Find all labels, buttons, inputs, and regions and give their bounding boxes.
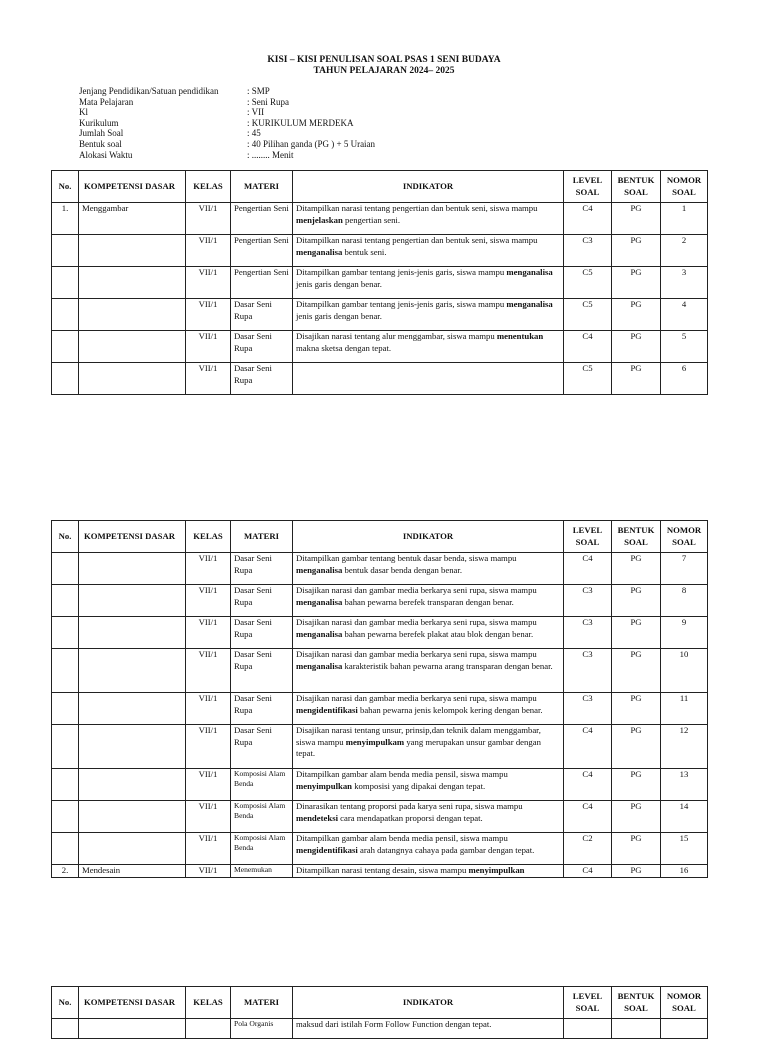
- cell-bentuk: PG: [612, 725, 661, 769]
- cell-indikator: [293, 331, 564, 363]
- cell-indikator: [293, 649, 564, 693]
- cell-no: [52, 833, 79, 865]
- cell-materi: Dasar Seni Rupa: [231, 693, 293, 725]
- cell-kompetensi: Menggambar: [79, 203, 186, 235]
- table-row: [52, 203, 708, 235]
- cell-nomor: 1: [661, 203, 708, 235]
- cell-indikator: [293, 833, 564, 865]
- cell-bentuk: PG: [612, 553, 661, 585]
- table-row: [52, 865, 708, 878]
- cell-nomor: 10: [661, 649, 708, 693]
- header-indikator: INDIKATOR: [293, 987, 564, 1019]
- header-bentuk: BENTUK SOAL: [612, 171, 661, 203]
- cell-bentuk: PG: [612, 203, 661, 235]
- cell-bentuk: PG: [612, 801, 661, 833]
- indikator-text: cara mendapatkan proporsi dengan tepat.: [338, 812, 483, 823]
- header-kd: KOMPETENSI DASAR: [79, 521, 186, 553]
- indikator-verb: menganalisa: [296, 660, 343, 671]
- cell-kelas: VII/1: [186, 725, 231, 769]
- indikator-text: Disajikan narasi dan gambar media berkarya seni rupa, siswa mampu: [296, 693, 537, 703]
- indikator-text: Ditampilkan gambar tentang jenis-jenis garis, siswa mampu: [296, 267, 507, 277]
- meta-label: Kl: [79, 107, 88, 118]
- cell-materi: Dasar Seni Rupa: [231, 725, 293, 769]
- cell-nomor: 14: [661, 801, 708, 833]
- cell-nomor: 5: [661, 331, 708, 363]
- indikator-text: bentuk seni.: [342, 246, 387, 257]
- cell-materi: Dasar Seni Rupa: [231, 649, 293, 693]
- meta-label: Jenjang Pendidikan/Satuan pendidikan: [79, 86, 219, 96]
- meta-value: : 40 Pilihan ganda (PG ) + 5 Uraian: [247, 138, 376, 149]
- indikator-verb: menganalisa: [296, 596, 343, 607]
- indikator-text: karakteristik bahan pewarna arang transparan dengan benar.: [342, 660, 553, 671]
- cell-kompetensi: [79, 617, 186, 649]
- cell-materi: Pengertian Seni: [231, 235, 293, 267]
- header-nomor: NOMOR SOAL: [661, 987, 708, 1019]
- cell-materi: Pengertian Seni: [231, 267, 293, 299]
- indikator-verb: menganalisa: [506, 299, 553, 309]
- indikator-verb: mengidentifikasi: [296, 844, 358, 855]
- indikator-text: Ditampilkan gambar tentang jenis-jenis garis, siswa mampu: [296, 299, 507, 309]
- cell-kelas: VII/1: [186, 363, 231, 395]
- cell-kompetensi: [79, 331, 186, 363]
- cell-kelas: VII/1: [186, 331, 231, 363]
- header-materi: MATERI: [231, 171, 293, 203]
- indikator-text: komposisi yang dipakai dengan tepat.: [352, 780, 486, 791]
- cell-nomor: [661, 1019, 708, 1039]
- meta-value: : ........ Menit: [247, 149, 294, 160]
- indikator-text: Disajikan narasi tentang unsur, prinsip,dan teknik dalam menggambar, siswa mampu: [296, 725, 541, 747]
- cell-no: [52, 1019, 79, 1039]
- indikator-verb: menganalisa: [296, 628, 343, 639]
- meta-label: Mata Pelajaran: [79, 96, 134, 107]
- indikator-text: Dinarasikan tentang proporsi pada karya seni rupa, siswa mampu: [296, 801, 523, 811]
- header-level: LEVEL SOAL: [564, 521, 612, 553]
- cell-materi: Dasar Seni Rupa: [231, 617, 293, 649]
- header-no: No.: [52, 987, 79, 1019]
- meta-label: Bentuk soal: [79, 138, 122, 149]
- cell-kompetensi: [79, 801, 186, 833]
- meta-value: : SMP: [247, 86, 270, 96]
- table-row: [52, 363, 708, 395]
- indikator-verb: mengidentifikasi: [296, 704, 358, 715]
- table-row: [52, 693, 708, 725]
- cell-indikator: [293, 203, 564, 235]
- indikator-text: bentuk dasar benda dengan benar.: [342, 564, 462, 575]
- header-bentuk: BENTUK SOAL: [612, 521, 661, 553]
- meta-row: [79, 97, 375, 108]
- meta-row: [79, 86, 375, 97]
- table-row: [52, 769, 708, 801]
- header-no: No.: [52, 171, 79, 203]
- cell-kompetensi: [79, 649, 186, 693]
- header-level: LEVEL SOAL: [564, 987, 612, 1019]
- cell-kelas: VII/1: [186, 769, 231, 801]
- cell-kompetensi: [79, 769, 186, 801]
- cell-indikator: [293, 585, 564, 617]
- cell-kompetensi: [79, 725, 186, 769]
- cell-kelas: [186, 1019, 231, 1039]
- cell-no: [52, 363, 79, 395]
- cell-kelas: VII/1: [186, 865, 231, 878]
- indikator-text: Ditampilkan narasi tentang pengertian dan bentuk seni, siswa mampu: [296, 235, 538, 245]
- indikator-verb: menganalisa: [506, 267, 553, 277]
- cell-kompetensi: [79, 553, 186, 585]
- cell-nomor: 2: [661, 235, 708, 267]
- cell-no: [52, 553, 79, 585]
- cell-materi: Dasar Seni Rupa: [231, 363, 293, 395]
- cell-level: C3: [564, 649, 612, 693]
- cell-kelas: VII/1: [186, 267, 231, 299]
- cell-indikator: [293, 363, 564, 395]
- table-row: [52, 617, 708, 649]
- cell-bentuk: [612, 1019, 661, 1039]
- cell-materi: Komposisi Alam Benda: [231, 833, 293, 865]
- indikator-text: bahan pewarna jenis kelompok kering dengan benar.: [357, 704, 543, 715]
- cell-level: C4: [564, 553, 612, 585]
- cell-no: [52, 617, 79, 649]
- indikator-text: yang merupakan unsur gambar dengan tepat.: [296, 736, 541, 759]
- table-row: [52, 725, 708, 769]
- cell-no: 1.: [52, 203, 79, 235]
- header-kelas: KELAS: [186, 171, 231, 203]
- cell-indikator: [293, 617, 564, 649]
- cell-nomor: 6: [661, 363, 708, 395]
- title-line-1: KISI – KISI PENULISAN SOAL PSAS 1 SENI BUDAYA: [267, 55, 501, 65]
- cell-materi: Pengertian Seni: [231, 203, 293, 235]
- cell-kompetensi: [79, 1019, 186, 1039]
- kisi-table-3: [51, 986, 708, 1039]
- table-row: [52, 585, 708, 617]
- indikator-text: Disajikan narasi dan gambar media berkarya seni rupa, siswa mampu: [296, 649, 537, 659]
- indikator-text: Ditampilkan gambar alam benda media pensil, siswa mampu: [296, 833, 508, 843]
- header-kelas: KELAS: [186, 521, 231, 553]
- document-title: [0, 55, 768, 77]
- meta-row: [79, 128, 375, 139]
- cell-no: [52, 331, 79, 363]
- header-level: LEVEL SOAL: [564, 171, 612, 203]
- header-row: [52, 171, 708, 203]
- cell-no: [52, 693, 79, 725]
- indikator-text: Ditampilkan narasi tentang desain, siswa mampu: [296, 865, 469, 875]
- header-indikator: INDIKATOR: [293, 521, 564, 553]
- cell-level: C3: [564, 585, 612, 617]
- cell-kelas: VII/1: [186, 693, 231, 725]
- cell-indikator: [293, 299, 564, 331]
- cell-bentuk: PG: [612, 267, 661, 299]
- indikator-text: Disajikan narasi dan gambar media berkarya seni rupa, siswa mampu: [296, 585, 537, 595]
- cell-level: [564, 1019, 612, 1039]
- table-row: [52, 553, 708, 585]
- cell-no: [52, 235, 79, 267]
- cell-level: C3: [564, 235, 612, 267]
- cell-nomor: 15: [661, 833, 708, 865]
- table-row: [52, 649, 708, 693]
- table-row: [52, 833, 708, 865]
- indikator-text: bahan pewarna berefek plakat atau blok dengan benar.: [342, 628, 534, 639]
- kisi-table-2: [51, 520, 708, 878]
- cell-indikator: [293, 553, 564, 585]
- indikator-text: jenis garis dengan benar.: [296, 278, 382, 289]
- cell-kompetensi: [79, 299, 186, 331]
- table-row: [52, 267, 708, 299]
- cell-no: [52, 649, 79, 693]
- cell-nomor: 3: [661, 267, 708, 299]
- cell-level: C2: [564, 833, 612, 865]
- cell-kompetensi: [79, 585, 186, 617]
- cell-materi: Dasar Seni Rupa: [231, 299, 293, 331]
- cell-bentuk: PG: [612, 649, 661, 693]
- cell-materi: Pola Organis: [231, 1019, 293, 1039]
- header-indikator: INDIKATOR: [293, 171, 564, 203]
- cell-no: [52, 769, 79, 801]
- cell-no: [52, 299, 79, 331]
- indikator-text: arah datangnya cahaya pada gambar dengan tepat.: [357, 844, 535, 855]
- cell-kelas: VII/1: [186, 801, 231, 833]
- document-meta: [79, 86, 375, 160]
- header-materi: MATERI: [231, 521, 293, 553]
- header-nomor: NOMOR SOAL: [661, 171, 708, 203]
- header-row: [52, 521, 708, 553]
- cell-no: 2.: [52, 865, 79, 878]
- cell-kompetensi: [79, 267, 186, 299]
- header-kd: KOMPETENSI DASAR: [79, 171, 186, 203]
- cell-materi: Menemukan: [231, 865, 293, 878]
- cell-level: C5: [564, 363, 612, 395]
- cell-kelas: VII/1: [186, 235, 231, 267]
- table-row: [52, 801, 708, 833]
- cell-indikator: [293, 725, 564, 769]
- cell-level: C4: [564, 331, 612, 363]
- cell-indikator: [293, 235, 564, 267]
- header-kd: KOMPETENSI DASAR: [79, 987, 186, 1019]
- cell-kompetensi: [79, 693, 186, 725]
- indikator-text: maksud dari istilah Form Follow Function dengan tepat.: [296, 1019, 492, 1029]
- indikator-text: Disajikan narasi dan gambar media berkarya seni rupa, siswa mampu: [296, 617, 537, 627]
- cell-nomor: 16: [661, 865, 708, 878]
- cell-level: C3: [564, 617, 612, 649]
- header-nomor: NOMOR SOAL: [661, 521, 708, 553]
- cell-indikator: [293, 769, 564, 801]
- cell-materi: Komposisi Alam Benda: [231, 801, 293, 833]
- cell-materi: Dasar Seni Rupa: [231, 331, 293, 363]
- indikator-text: jenis garis dengan benar.: [296, 310, 382, 321]
- cell-nomor: 7: [661, 553, 708, 585]
- header-row: [52, 987, 708, 1019]
- cell-level: C4: [564, 865, 612, 878]
- cell-level: C4: [564, 203, 612, 235]
- cell-materi: Komposisi Alam Benda: [231, 769, 293, 801]
- cell-nomor: 11: [661, 693, 708, 725]
- cell-kompetensi: [79, 235, 186, 267]
- cell-nomor: 9: [661, 617, 708, 649]
- indikator-text: pengertian seni.: [342, 214, 401, 225]
- cell-indikator: [293, 267, 564, 299]
- cell-kompetensi: [79, 833, 186, 865]
- cell-level: C4: [564, 769, 612, 801]
- cell-no: [52, 725, 79, 769]
- meta-value: : VII: [247, 107, 265, 118]
- cell-level: C5: [564, 299, 612, 331]
- cell-bentuk: PG: [612, 299, 661, 331]
- indikator-text: bahan pewarna berefek transparan dengan benar.: [342, 596, 514, 607]
- cell-nomor: 12: [661, 725, 708, 769]
- cell-kelas: VII/1: [186, 203, 231, 235]
- cell-materi: Dasar Seni Rupa: [231, 553, 293, 585]
- cell-no: [52, 267, 79, 299]
- indikator-text: Ditampilkan gambar alam benda media pensil, siswa mampu: [296, 769, 508, 779]
- meta-row: [79, 150, 375, 161]
- cell-bentuk: PG: [612, 693, 661, 725]
- meta-row: [79, 139, 375, 150]
- indikator-verb: menentukan: [496, 331, 544, 341]
- table-row: [52, 299, 708, 331]
- cell-kelas: VII/1: [186, 617, 231, 649]
- indikator-verb: mendeteksi: [296, 812, 338, 823]
- meta-row: [79, 107, 375, 118]
- header-materi: MATERI: [231, 987, 293, 1019]
- header-bentuk: BENTUK SOAL: [612, 987, 661, 1019]
- cell-kompetensi: [79, 363, 186, 395]
- meta-row: [79, 118, 375, 129]
- meta-label: Kurikulum: [79, 117, 119, 128]
- indikator-text: Disajikan narasi tentang alur menggambar, siswa mampu: [296, 331, 497, 341]
- cell-bentuk: PG: [612, 833, 661, 865]
- table-row: [52, 331, 708, 363]
- header-no: No.: [52, 521, 79, 553]
- indikator-verb: menjelaskan: [296, 214, 343, 225]
- cell-nomor: 13: [661, 769, 708, 801]
- indikator-text: makna sketsa dengan tepat.: [296, 342, 392, 353]
- cell-no: [52, 585, 79, 617]
- cell-nomor: 4: [661, 299, 708, 331]
- cell-level: C3: [564, 693, 612, 725]
- cell-bentuk: PG: [612, 769, 661, 801]
- cell-bentuk: PG: [612, 331, 661, 363]
- indikator-verb: menganalisa: [296, 246, 343, 257]
- cell-bentuk: PG: [612, 585, 661, 617]
- cell-kompetensi: Mendesain: [79, 865, 186, 878]
- meta-label: Alokasi Waktu: [79, 149, 133, 160]
- title-line-2: TAHUN PELAJARAN 2024– 2025: [313, 66, 455, 76]
- cell-nomor: 8: [661, 585, 708, 617]
- meta-value: : Seni Rupa: [247, 96, 289, 107]
- meta-value: : 45: [247, 128, 261, 139]
- indikator-verb: menganalisa: [296, 564, 343, 575]
- cell-bentuk: PG: [612, 617, 661, 649]
- cell-kelas: VII/1: [186, 553, 231, 585]
- cell-indikator: [293, 865, 564, 878]
- cell-bentuk: PG: [612, 865, 661, 878]
- meta-value: : KURIKULUM MERDEKA: [247, 117, 354, 128]
- cell-indikator: [293, 801, 564, 833]
- meta-label: Jumlah Soal: [79, 128, 124, 139]
- indikator-text: Ditampilkan gambar tentang bentuk dasar benda, siswa mampu: [296, 553, 517, 563]
- table-row: [52, 1019, 708, 1039]
- cell-level: C5: [564, 267, 612, 299]
- cell-level: C4: [564, 801, 612, 833]
- cell-kelas: VII/1: [186, 585, 231, 617]
- indikator-verb: menyimpulkan: [296, 780, 353, 791]
- cell-kelas: VII/1: [186, 833, 231, 865]
- cell-no: [52, 801, 79, 833]
- cell-kelas: VII/1: [186, 649, 231, 693]
- indikator-verb: menyimpulkan: [468, 865, 525, 875]
- indikator-text: Ditampilkan narasi tentang pengertian dan bentuk seni, siswa mampu: [296, 203, 538, 213]
- cell-bentuk: PG: [612, 363, 661, 395]
- kisi-table-1: [51, 170, 708, 395]
- cell-level: C4: [564, 725, 612, 769]
- cell-indikator: [293, 693, 564, 725]
- cell-kelas: VII/1: [186, 299, 231, 331]
- cell-indikator: [293, 1019, 564, 1039]
- table-row: [52, 235, 708, 267]
- cell-bentuk: PG: [612, 235, 661, 267]
- indikator-verb: menyimpulkam: [345, 736, 405, 747]
- cell-materi: Dasar Seni Rupa: [231, 585, 293, 617]
- header-kelas: KELAS: [186, 987, 231, 1019]
